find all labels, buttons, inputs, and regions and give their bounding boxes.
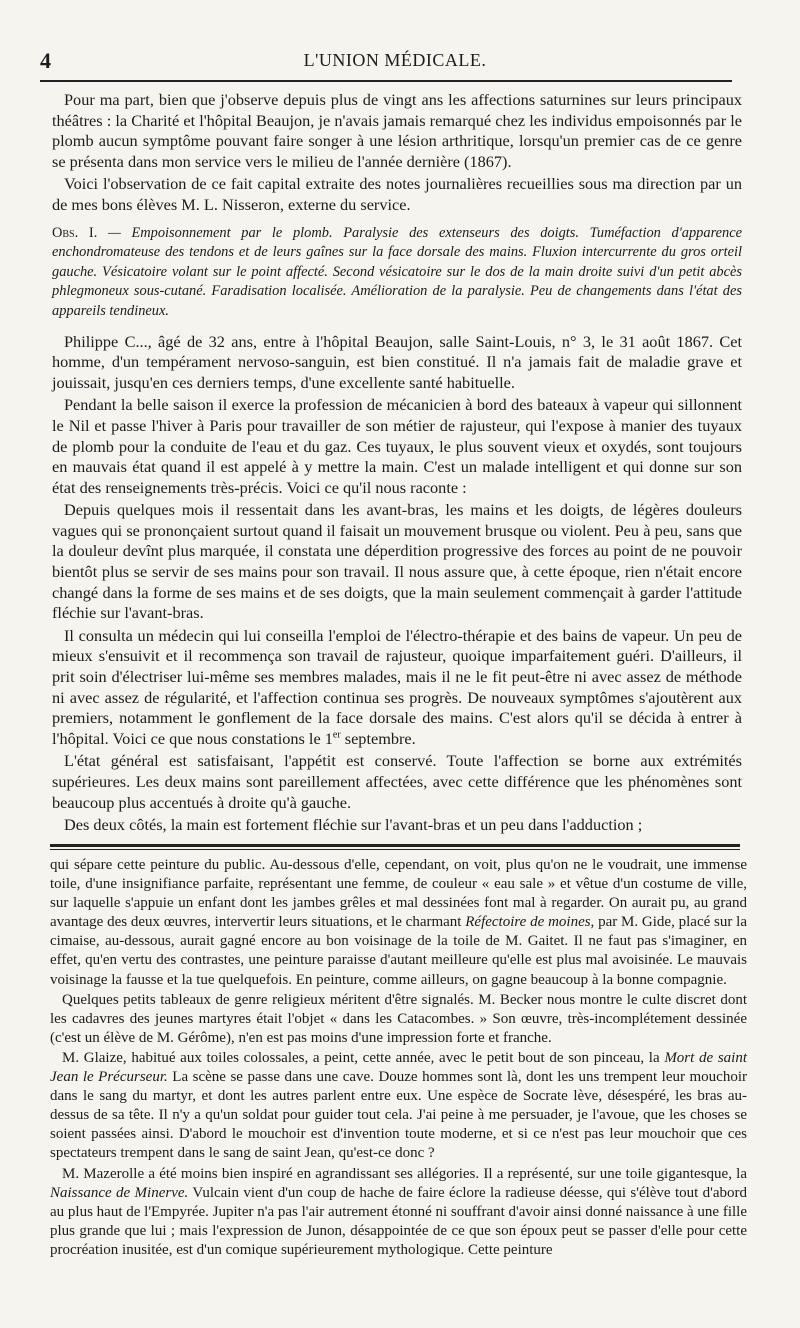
paragraph-text: Il consulta un médecin qui lui conseilla l'emploi de l'électro-thérapie et des bains de vapeur. Un peu de mieux s'ensuivit et il recommença son travail de rajusteur, quoique imparfaitement guéri. D'ailleurs, il prit soin d'électriser lui-même ses membres malades, mais il ne le fit peut-être ni avec assez de méthode ni avec assez de régularité, et l'affection continua ses progrès. De nouveaux symptômes s'ajoutèrent aux premiers, notamment le gonflement de la face dorsale des mains. C'est alors qu'il se décida à entrer à l'hôpital. Voici ce que nous constations le 1 (52, 625, 742, 748)
paragraph: L'état général est satisfaisant, l'appétit est conservé. Toute l'affection se borne aux extrémités supérieures. Les deux mains sont pareillement affectées, avec cette différence que les phénomènes sont beaucoup plus accentués à droite qu'à gauche. (52, 751, 742, 812)
paragraph: Des deux côtés, la main est fortement fléchie sur l'avant-bras et un peu dans l'adduction ; (64, 815, 643, 835)
feuilleton-divider (50, 844, 740, 847)
feuilleton-divider-thin (50, 849, 740, 850)
superscript: er (332, 729, 341, 741)
journal-title: L'UNION MÉDICALE. (303, 50, 487, 70)
paragraph-text: La scène se passe dans une cave. Douze hommes sont là, dont les uns trempent leur mouchoir dans le sang du martyr, et dont les autres parlent entre eux. Une espèce de Socrate lève, désespéré, les bras au-dessus de sa tête. Il n'y a qu'un soldat pour guider tout cela. J'ai peine à me persuader, je l'avoue, que les choses se soient passées ainsi. D'abord le mouchoir est d'invention toute moderne, et si ce n'est pas leur mouchoir que ces spectateurs trempent dans le sang de saint Jean, qu'est-ce donc ? (50, 1069, 747, 1162)
observation-title: — Empoisonnement par le plomb. Paralysie des extenseurs des doigts. Tuméfaction d'apparence enchondromateuse des tendons et de leurs gaînes sur la face dorsale des mains. Fluxion intercurrente du gros orteil gauche. Vésicatoire volant sur le point affecté. Second vésicatoire sur le dos de la main droite suivi d'un petit abcès phlegmoneux sous-cutané. Faradisation localisée. Amélioration de la paralysie. Peu de changements dans l'état des appareils tendineux. (52, 224, 742, 319)
paragraph: Philippe C..., âgé de 32 ans, entre à l'hôpital Beaujon, salle Saint-Louis, n° 3, le 31 août 1867. Cet homme, d'un tempérament nervoso-sanguin, est bien constitué. Il n'a jamais fait de maladie grave et jouissait, jusqu'en ces derniers temps, d'une excellente santé habituelle. (52, 331, 742, 392)
paragraph-text: par M. Gide, placé sur la cimaise, au-dessous, aurait gagné encore au bon voisinage de la toile de M. Gaitet. Il ne faut pas s'imaginer, en effet, qu'en vertu des contrastes, une peinture paraisse d'autant meilleure qu'elle est plus mal avoisinée. Le mauvais voisinage la fausse et la tue quelquefois. En peinture, comme ailleurs, on gagne beaucoup à la bonne compagnie. (50, 914, 747, 988)
paragraph: Pour ma part, bien que j'observe depuis plus de vingt ans les affections saturnines sur leurs principaux théâtres : la Charité et l'hôpital Beaujon, je n'avais jamais remarqué chez les individus empoisonnés par le plomb aucun symptôme pouvant faire songer à une lésion arthritique, lorsqu'un premier cas de ce genre se présenta dans mon service vers le milieu de l'année dernière (1867). (52, 90, 742, 171)
running-header (40, 48, 750, 74)
observation-heading (52, 224, 742, 322)
header-rule (40, 80, 732, 82)
paragraph (50, 856, 747, 990)
paragraph: Voici l'observation de ce fait capital extraite des notes journalières recueillies sous ma direction par un de mes bons élèves M. L. Nisseron, externe du service. (52, 174, 742, 214)
paragraph (50, 1049, 747, 1164)
paragraph-text: qui sépare cette peinture du public. Au-dessous d'elle, cependant, on voit, plus qu'on ne le voudrait, une immense toile, d'une insignifiance parfaite, représentant une femme, de couleur « eau sale » et vêtue d'un costume de ville, sur laquelle s'appuie un enfant dont les jambes grêles et mal dessinées font mal à regarder. On aurait pu, au grand avantage des deux œuvres, intervertir leurs situations, et le charmant (50, 857, 747, 931)
artwork-title: Naissance de Minerve. (50, 1184, 189, 1201)
paragraph-text: M. Mazerolle a été moins bien inspiré en agrandissant ses allégories. Il a représenté, sur une toile gigantesque, la (62, 1165, 747, 1182)
paragraph (50, 1165, 747, 1260)
page-number: 4 (40, 48, 51, 73)
paragraph: Depuis quelques mois il ressentait dans les avant-bras, les mains et les doigts, de légères douleurs vagues qui se prononçaient surtout quand il faisait un mouvement brusque ou violent. Peu à peu, sans que la douleur devînt plus marquée, il constata une déperdition progressive des forces au point de ne pouvoir bientôt plus se servir de ses mains pour son travail. Il nous assure que, à cette époque, rien n'était encore changé dans la forme de ses mains et de ses doigts, que la main seulement commençait à garder l'attitude fléchie sur l'avant-bras. (52, 500, 742, 623)
artwork-title: Mort de saint Jean le Précurseur. (50, 1049, 747, 1086)
paragraph (52, 626, 742, 750)
artwork-title: Réfectoire de moines, (465, 914, 595, 931)
paragraph: Quelques petits tableaux de genre religieux méritent d'être signalés. M. Becker nous montre le culte discret dont les cadavres des jeunes martyres était l'objet « dans les Catacombes. » Son œuvre, très-incomplétement dessinée (c'est un élève de M. Gérôme), n'en est pas moins d'une impression forte et franche. (50, 991, 747, 1046)
feuilleton-body (50, 856, 747, 1261)
article-body (52, 90, 742, 838)
paragraph: Pendant la belle saison il exerce la profession de mécanicien à bord des bateaux à vapeur qui sillonnent le Nil et passe l'hiver à Paris pour travailler de son métier de rajusteur, qui l'expose à manier des tuyaux de plomb pour la conduite de l'eau et du gaz. Ces tuyaux, le plus souvent vieux et oxydés, sont toujours en mauvais état quand il est appelé à y mettre la main. C'est un malade intelligent et qui donne sur son état des renseignements très-précis. Voici ce qu'il nous raconte : (52, 395, 742, 497)
paragraph-text: M. Glaize, habitué aux toiles colossales, a peint, cette année, avec le petit bout de son pinceau, la (62, 1049, 665, 1066)
paragraph-text: Vulcain vient d'un coup de hache de faire éclore la radieuse déesse, qui s'élève tout d'abord au plus haut de l'Empyrée. Jupiter n'a pas l'air autrement étonné ni souffrant d'avoir ainsi donné naissance à une fille plus grande que lui ; mais l'expression de Junon, désappointée de ce que son époux peut se passer d'elle pour cette procréation inusitée, est d'un comique supérieurement mythologique. Cette peinture (50, 1184, 748, 1258)
observation-label: Obs. I. (52, 224, 98, 241)
paragraph-text: septembre. (340, 728, 416, 748)
